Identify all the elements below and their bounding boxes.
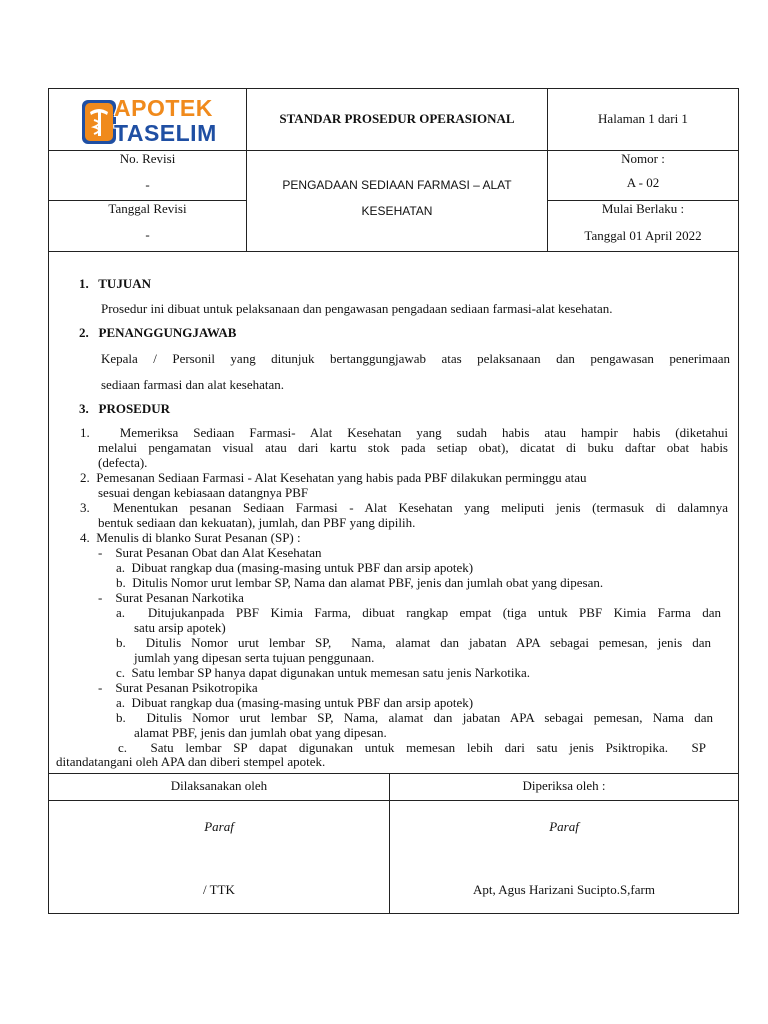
- sop-title: STANDAR PROSEDUR OPERASIONAL: [279, 111, 515, 126]
- prosedur-line: bentuk sediaan dan kekuatan), jumlah, dan PBF yang dipilih.: [98, 515, 416, 530]
- mulai-berlaku-label: Mulai Berlaku :: [601, 201, 685, 216]
- footer-top: [48, 773, 739, 774]
- apotek-logo: [80, 96, 230, 148]
- prosedur-line: ditandatangani oleh APA dan diberi stempel apotek.: [56, 754, 326, 769]
- header-bottom: [48, 251, 739, 252]
- prosedur-line: b. Ditulis Nomor urut lembar SP, Nama, alamat dan jabatan APA sebagai pemesan, Nama dan: [116, 710, 713, 725]
- frame-bottom: [48, 913, 739, 914]
- paraf-left: Paraf: [204, 819, 234, 834]
- logo-text-apotek: APOTEK: [114, 95, 213, 121]
- penanggungjawab-line2: sediaan farmasi dan alat kesehatan.: [101, 377, 284, 392]
- pemeriksa-signature: Apt, Agus Harizani Sucipto.S,farm: [473, 882, 655, 897]
- mulai-berlaku-value: Tanggal 01 April 2022: [584, 228, 702, 243]
- nomor-label: Nomor :: [621, 151, 665, 166]
- no-revisi-value: -: [145, 177, 150, 192]
- tujuan-text: Prosedur ini dibuat untuk pelaksanaan dan pengawasan pengadaan sediaan farmasi-alat kesehatan.: [101, 301, 613, 316]
- prosedur-line: b. Ditulis Nomor urut lembar SP, Nama, alamat dan jabatan APA sebagai pemesan, jenis dan: [116, 635, 711, 650]
- prosedur-line: a. Ditujukanpada PBF Kimia Farma, dibuat rangkap empat (tiga untuk PBF Kimia Farma dan: [116, 605, 721, 620]
- prosedur-line: b. Ditulis Nomor urut lembar SP, Nama dan alamat PBF, jenis dan jumlah obat yang dipesan.: [116, 575, 604, 590]
- prosedur-line: - Surat Pesanan Psikotropika: [98, 680, 258, 695]
- diperiksa-label: Diperiksa oleh :: [522, 778, 606, 793]
- prosedur-heading: 3. PROSEDUR: [79, 401, 171, 416]
- footer-header-bottom: [48, 800, 739, 801]
- prosedur-line: sesuai dengan kebiasaan datangnya PBF: [98, 485, 309, 500]
- prosedur-line: jumlah yang dipesan serta tujuan penggunaan.: [134, 650, 375, 665]
- penanggungjawab-line1: Kepala / Personil yang ditunjuk bertanggungjawab atas pelaksanaan dan pengawasan penerimaan: [101, 351, 730, 366]
- header-row1-mid: [246, 150, 548, 151]
- page-indicator: Halaman 1 dari 1: [598, 111, 688, 126]
- logo-text-taselim: TASELIM: [114, 120, 217, 146]
- prosedur-line: a. Dibuat rangkap dua (masing-masing untuk PBF dan arsip apotek): [116, 695, 474, 710]
- prosedur-line: c. Satu lembar SP dapat digunakan untuk memesan lebih dari satu jenis Psiktropika. SP: [118, 740, 706, 755]
- prosedur-line: - Surat Pesanan Narkotika: [98, 590, 244, 605]
- prosedur-line: 3. Menentukan pesanan Sediaan Farmasi - Alat Kesehatan yang meliputi jenis (termasuk di dalamnya: [80, 500, 728, 515]
- prosedur-line: alamat PBF, jenis dan jumlah obat yang dipesan.: [134, 725, 387, 740]
- penanggungjawab-heading: 2. PENANGGUNGJAWAB: [79, 325, 237, 340]
- nomor-value: A - 02: [626, 175, 660, 190]
- doc-title-line2: KESEHATAN: [361, 204, 433, 218]
- prosedur-line: 4. Menulis di blanko Surat Pesanan (SP) :: [80, 530, 301, 545]
- frame-top: [48, 88, 739, 89]
- no-revisi-label: No. Revisi: [119, 151, 176, 166]
- prosedur-line: - Surat Pesanan Obat dan Alat Kesehatan: [98, 545, 322, 560]
- prosedur-line: c. Satu lembar SP hanya dapat digunakan untuk memesan satu jenis Narkotika.: [116, 665, 530, 680]
- doc-title-line1: PENGADAAN SEDIAAN FARMASI – ALAT: [282, 178, 512, 192]
- prosedur-line: (defecta).: [98, 455, 148, 470]
- prosedur-line: 2. Pemesanan Sediaan Farmasi - Alat Kesehatan yang habis pada PBF dilakukan perminggu atau: [80, 470, 587, 485]
- tujuan-heading: 1. TUJUAN: [79, 276, 151, 291]
- tanggal-revisi-value: -: [145, 227, 150, 242]
- ttk-signature: / TTK: [203, 882, 235, 897]
- dilaksanakan-label: Dilaksanakan oleh: [170, 778, 268, 793]
- prosedur-line: 1. Memeriksa Sediaan Farmasi- Alat Kesehatan yang sudah habis atau hampir habis (diketahui: [80, 425, 728, 440]
- prosedur-line: satu arsip apotek): [134, 620, 226, 635]
- paraf-right: Paraf: [549, 819, 579, 834]
- prosedur-line: melalui pengamatan visual atau dari kartu stok pada setiap obat), dicatat di buku daftar obat habis: [98, 440, 728, 455]
- prosedur-line: a. Dibuat rangkap dua (masing-masing untuk PBF dan arsip apotek): [116, 560, 474, 575]
- frame-right: [738, 88, 739, 914]
- tanggal-revisi-label: Tanggal Revisi: [108, 201, 187, 216]
